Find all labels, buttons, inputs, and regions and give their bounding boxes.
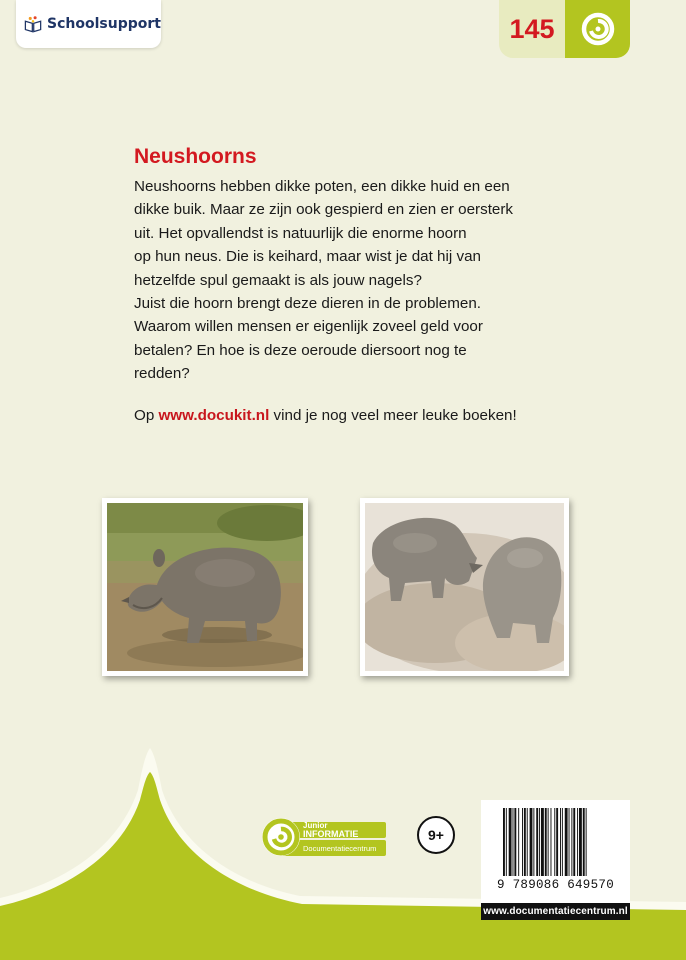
barcode-bar [524, 808, 526, 876]
barcode-bar [551, 808, 552, 876]
junior-informatie-logo [262, 816, 388, 858]
barcode-bar [586, 808, 587, 876]
barcode-bar [554, 808, 555, 876]
barcode-bar [539, 808, 540, 876]
description-line: Juist die hoorn brengt deze dieren in de problemen. [134, 295, 482, 313]
barcode-bar [560, 808, 561, 876]
barcode-bar [506, 808, 507, 876]
barcode-bar [509, 808, 512, 876]
barcode-bar [522, 808, 523, 876]
series-logo [565, 0, 630, 58]
publisher-logo-line2: INFORMATIE [303, 829, 359, 839]
book-title: Neushoorns [134, 145, 257, 168]
book-description [134, 175, 544, 386]
barcode-bar [530, 808, 533, 876]
barcode-bar [569, 808, 570, 876]
barcode-bar [565, 808, 568, 876]
website-promo-suffix: vind je nog veel meer leuke boeken! [269, 407, 517, 424]
barcode-bar [514, 808, 516, 876]
description-line: Neushoorns hebben dikke poten, een dikke huid en een [134, 178, 510, 195]
barcode-bar [527, 808, 528, 876]
barcode-bar [545, 808, 547, 876]
docukit-link[interactable]: www.docukit.nl [158, 407, 270, 424]
barcode-bar [573, 808, 575, 876]
schoolsupport-logo-text: Schoolsupport [47, 16, 161, 32]
age-badge: 9+ [417, 816, 455, 854]
barcode-bars [503, 808, 609, 876]
barcode-bar [577, 808, 578, 876]
baby-rhino-photo [102, 498, 308, 676]
spiral-icon [581, 12, 615, 46]
description-line: redden? [134, 365, 190, 383]
description-line: betalen? En hoe is deze oeroude diersoort nog te [134, 341, 467, 359]
barcode [481, 800, 630, 920]
barcode-bar [583, 808, 585, 876]
barcode-bar [556, 808, 558, 876]
isbn-number: 9 789086 649570 [496, 878, 615, 892]
barcode-bar [503, 808, 505, 876]
website-promo [134, 404, 517, 427]
description-line: Waarom willen mensen er eigenlijk zoveel geld voor [134, 318, 483, 336]
schoolsupport-logo-icon [24, 11, 42, 37]
barcode-bar [579, 808, 582, 876]
schoolsupport-logo[interactable] [16, 0, 161, 48]
barcode-bar [562, 808, 563, 876]
website-promo-prefix: Op [134, 407, 159, 424]
barcode-bar [533, 808, 534, 876]
series-number: 145 [509, 13, 555, 44]
publisher-logo-line1: Junior [303, 821, 328, 830]
description-line: dikke buik. Maar ze zijn ook gespierd en zien er oersterk [134, 201, 514, 219]
barcode-bar [513, 808, 514, 876]
description-line: hetzelfde spul gemaakt is als jouw nagels? [134, 271, 422, 289]
series-badge [499, 0, 630, 58]
description-line: uit. Het opvallendst is natuurlijk die enorme hoorn [134, 224, 467, 242]
barcode-bar [541, 808, 544, 876]
website-url[interactable]: www.documentatiecentrum.nl [481, 903, 630, 920]
publisher-logo-line3: Documentatiecentrum [303, 844, 377, 853]
fighting-rhinos-photo [360, 498, 569, 676]
barcode-bar [518, 808, 519, 876]
barcode-bar [536, 808, 538, 876]
description-line: op hun neus. Die is keihard, maar wist je dat hij van [134, 248, 481, 266]
barcode-bar [571, 808, 572, 876]
barcode-bar [548, 808, 549, 876]
